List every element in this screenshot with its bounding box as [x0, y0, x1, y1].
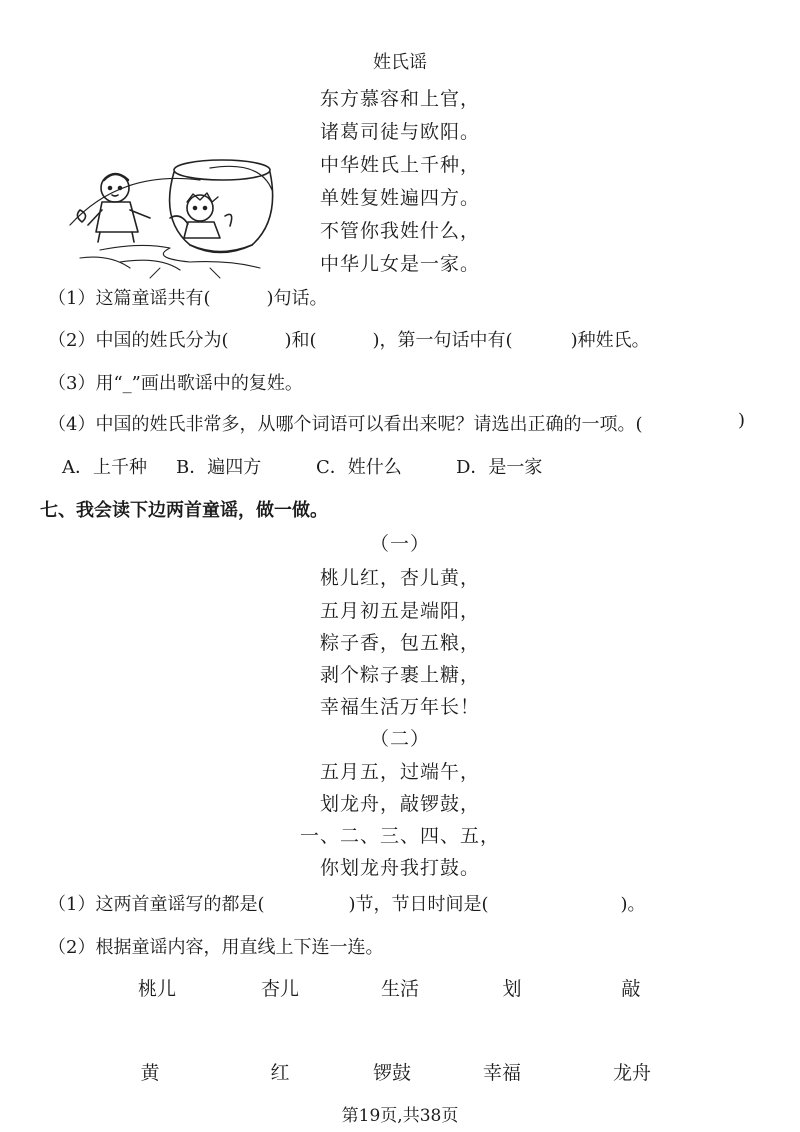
match-bottom-2[interactable]: 红 [270, 1062, 290, 1084]
match-bottom-4[interactable]: 幸福 [482, 1062, 521, 1084]
poem1-line-1: 东方慕容和上官， [319, 88, 480, 110]
poem1-line-5: 不管你我姓什么， [319, 220, 480, 242]
match-top-1[interactable]: 桃儿 [137, 978, 176, 1000]
question-4-close: ) [738, 410, 746, 431]
poem-b-line-1: 五月五，过端午， [319, 761, 480, 783]
question-2-text-end: )种姓氏。 [570, 330, 650, 351]
s7-q1-text-end: )。 [620, 894, 646, 915]
question-1-text: （1）这篇童谣共有( [48, 288, 211, 309]
question-4: （4）中国的姓氏非常多，从哪个词语可以看出来呢？请选出正确的一项。( [48, 414, 643, 435]
poem1-line-4: 单姓复姓遍四方。 [319, 187, 480, 209]
poem1-title: 姓氏谣 [373, 52, 427, 73]
question-2-text-mid2: )，第一句话中有( [372, 330, 513, 351]
poem-a-line-1: 桃儿红，杏儿黄， [319, 567, 480, 589]
poem1-line-2: 诸葛司徒与欧阳。 [319, 121, 480, 143]
s7-q1-text: （1）这两首童谣写的都是( [48, 894, 265, 915]
section-7-heading: 七、我会读下边两首童谣，做一做。 [40, 500, 328, 521]
match-top-3[interactable]: 生活 [380, 978, 419, 1000]
option-b[interactable]: B．遍四方 [176, 457, 262, 478]
option-c[interactable]: C．姓什么 [316, 457, 402, 478]
poem-b-line-3: 一、二、三、四、五， [299, 825, 500, 847]
question-2 [48, 326, 650, 352]
question-1-text-end: )句话。 [266, 288, 328, 309]
section-7-question-2: （2）根据童谣内容，用直线上下连一连。 [48, 937, 384, 958]
poem-b-line-2: 划龙舟，敲锣鼓， [319, 793, 480, 815]
poem1-line-3: 中华姓氏上千种， [319, 154, 480, 176]
poem-b-label: （二） [369, 728, 430, 750]
poem-a-line-2: 五月初五是端阳， [319, 600, 480, 622]
poem-a-label: （一） [369, 533, 430, 555]
match-bottom-1[interactable]: 黄 [140, 1062, 160, 1084]
match-top-5[interactable]: 敲 [621, 978, 641, 1000]
poem-a-line-5: 幸福生活万年长！ [319, 696, 480, 718]
poem1-line-6: 中华儿女是一家。 [319, 253, 480, 275]
page-number: 第19页,共38页 [341, 1106, 459, 1126]
option-d[interactable]: D．是一家 [456, 457, 543, 478]
option-a[interactable]: A．上千种 [62, 457, 147, 478]
poem-b-line-4: 你划龙舟我打鼓。 [319, 857, 480, 879]
question-2-text: （2）中国的姓氏分为( [48, 330, 229, 351]
poem-a-line-4: 剥个粽子裹上糖， [319, 664, 480, 686]
question-2-text-mid1: )和( [284, 330, 317, 351]
s7-q1-text-mid: )节，节日时间是( [348, 894, 489, 915]
match-top-4[interactable]: 划 [502, 978, 522, 1000]
question-3: （3）用“_”画出歌谣中的复姓。 [48, 373, 303, 394]
match-bottom-5[interactable]: 龙舟 [612, 1062, 651, 1084]
section-7-question-1 [48, 890, 646, 916]
match-top-2[interactable]: 杏儿 [260, 978, 299, 1000]
question-1 [48, 284, 328, 310]
poem-a-line-3: 粽子香，包五粮， [319, 632, 480, 654]
match-bottom-3[interactable]: 锣鼓 [372, 1062, 411, 1084]
